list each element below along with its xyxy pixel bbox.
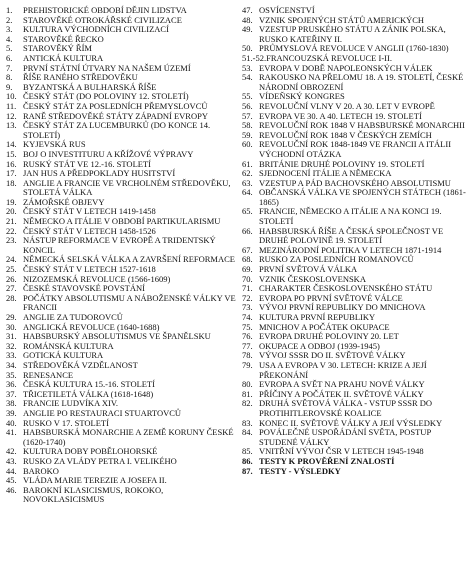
toc-entry-title: ČESKÝ STÁT ZA LUCEMBURKŮ (DO KONCE 14. STOLETÍ) (23, 120, 211, 140)
toc-entry (6, 236, 238, 255)
toc-entry-number: 38. (6, 398, 17, 409)
toc-entry-title: GOTICKÁ KULTURA (23, 350, 104, 361)
toc-entry-number: 5. (6, 43, 13, 54)
toc-entry-title: NĚMECKO A ITÁLIE V OBDOBÍ PARTIKULARISMU (23, 216, 221, 227)
toc-entry-number: 57. (242, 110, 253, 121)
toc-entry-number: 25. (6, 264, 17, 275)
toc-entry-number: 33. (6, 350, 17, 361)
toc-entry-number: 68. (242, 254, 253, 265)
toc-entry (242, 428, 470, 447)
toc-entry (242, 188, 470, 207)
toc-entry-number: 59. (242, 129, 253, 140)
toc-entry-title: REVOLUČNÍ VLNY V 20. A 30. LET V EVROPĚ (259, 100, 435, 111)
toc-entry (6, 179, 238, 198)
toc-entry-number: 81. (242, 388, 253, 399)
toc-entry-title: RAKOUSKO NA PŘELOMU 18. A 19. STOLETÍ, ČESKÉ NÁRODNÍ OBROZENÍ (259, 72, 464, 92)
toc-entry (242, 207, 470, 226)
toc-entry-number: 30. (6, 321, 17, 332)
toc-entry-title: DRUHÁ SVĚTOVÁ VÁLKA - VSTUP SSSR DO PROTIHITLEROVSKÉ KOALICE (259, 398, 433, 418)
toc-entry-title: REVOLUČNÍ ROK 1848 V ČESKÝCH ZEMÍCH (259, 129, 432, 140)
toc-entry-title: NĚMECKÁ SELSKÁ VÁLKA A ZAVRŠENÍ REFORMACE (23, 254, 235, 265)
toc-entry-title: KULTURA DOBY POBĚLOHORSKÉ (23, 446, 158, 457)
toc-entry-title: PREHISTORICKÉ OBDOBÍ DĚJIN LIDSTVA (23, 5, 187, 15)
toc-entry-title: ČESKÝ STÁT ZA POSLEDNÍCH PŘEMYSLOVCŮ (23, 100, 208, 111)
toc-entry-number: 47. (242, 5, 253, 15)
toc-entry-title: PRŮMYSLOVÁ REVOLUCE V ANGLII (1760-1830) (259, 43, 449, 54)
toc-entry-title: ANGLICKÁ REVOLUCE (1640-1688) (23, 321, 160, 332)
toc-entry-title: RENESANCE (23, 369, 74, 380)
toc-entry-number: 71. (242, 283, 253, 294)
toc-entry-title: POČÁTKY ABSOLUTISMU A NÁBOŽENSKÉ VÁLKY VE FRANCII (23, 292, 236, 313)
toc-entry-number: 19. (6, 196, 17, 207)
toc-entry-title: BAROKO (23, 465, 59, 476)
toc-entry-number: 62. (242, 168, 253, 179)
toc-entry-title: VZESTUP A PÁD BACHOVSKÉHO ABSOLUTISMU (259, 177, 451, 188)
toc-entry-number: 43. (6, 455, 17, 466)
toc-entry-number: 20. (6, 206, 17, 217)
toc-entry-number: 50. (242, 43, 253, 54)
toc-entry-title: OBČANSKÁ VÁLKA VE SPOJENÝCH STÁTECH (1861-1865) (259, 187, 466, 207)
toc-entry-number: 70. (242, 273, 253, 284)
toc-entry-title: ČESKÉ STAVOVSKÉ POVSTÁNÍ (23, 283, 145, 294)
toc-entry-title: KONEC II. SVĚTOVÉ VÁLKY A JEJÍ VÝSLEDKY (259, 417, 443, 428)
toc-entry-number: 72. (242, 292, 253, 303)
toc-entry-number: 87. (242, 465, 253, 476)
toc-entry-number: 13. (6, 120, 17, 131)
toc-right-column (242, 6, 470, 578)
toc-entry-number: 37. (6, 388, 17, 399)
toc-entry-title: SJEDNOCENÍ ITÁLIE A NĚMECKA (259, 168, 392, 179)
toc-entry-number: 9. (6, 81, 13, 92)
toc-entry-number: 58. (242, 120, 253, 131)
toc-entry-title: PRVNÍ SVĚTOVÁ VÁLKA (259, 264, 358, 275)
toc-entry-number: 42. (6, 446, 17, 457)
toc-entry-number: 29. (6, 312, 17, 322)
toc-entry-number: 39. (6, 407, 17, 418)
toc-entry (242, 361, 470, 380)
toc-entry-title: REVOLUČNÍ ROK 1848-1849 VE FRANCII A ITÁLII (259, 139, 452, 150)
toc-entry-number: 54. (242, 72, 253, 83)
toc-entry-number: 7. (6, 62, 13, 73)
toc-entry-title: NÁSTUP REFORMACE V EVROPĚ A TRIDENTSKÝ KONCIL (23, 235, 216, 255)
toc-entry-number: 15. (6, 148, 17, 159)
toc-entry-number: 73. (242, 302, 253, 313)
toc-entry-title: USA A EVROPA V 30. LETECH: KRIZE A JEJÍ PŘEKONÁNÍ (259, 359, 427, 380)
toc-entry-title: BRITÁNIE DRUHÉ POLOVINY 19. STOLETÍ (259, 158, 425, 169)
toc-entry (242, 73, 470, 92)
toc-entry-title: CHARAKTER ČESKOSLOVENSKÉHO STÁTU (259, 283, 433, 294)
toc-entry-title: ČESKÁ KULTURA 15.-16. STOLETÍ (23, 379, 155, 390)
toc-entry-number: 44. (6, 465, 17, 476)
toc-entry-title: PRVNÍ STÁTNÍ ÚTVARY NA NAŠEM ÚZEMÍ (23, 62, 191, 73)
toc-entry-number: 66. (242, 225, 253, 236)
toc-entry-title: RUSKÝ STÁT VE 12.-16. STOLETÍ (23, 158, 151, 169)
toc-entry (242, 227, 470, 246)
toc-entry-number: 61. (242, 158, 253, 169)
toc-entry-title: ČESKÝ STÁT V LETECH 1458-1526 (23, 225, 156, 236)
toc-entry-title: VZNIK SPOJENÝCH STÁTŮ AMERICKÝCH (259, 14, 425, 25)
toc-entry-title: VÝVOJ PRVNÍ REPUBLIKY DO MNICHOVA (259, 302, 426, 313)
toc-entry-number: 6. (6, 52, 13, 63)
toc-entry-number: 56. (242, 100, 253, 111)
toc-entry-number: 79. (242, 359, 253, 370)
toc-entry-number: 35. (6, 369, 17, 380)
toc-entry-title: ŘÍŠE RANÉHO STŘEDOVĚKU (23, 72, 138, 83)
toc-entry-number: 74. (242, 312, 253, 322)
toc-entry-title: REVOLUČNÍ ROK 1848 V HABSBURSKÉ MONARCHII (259, 120, 465, 131)
toc-entry-number: 53. (242, 62, 253, 73)
toc-entry-title: JAN HUS A PŘEDPOKLADY HUSITSTVÍ (23, 168, 176, 179)
toc-entry-title: FRANCIE, NĚMECKO A ITÁLIE A NA KONCI 19. STOLETÍ (259, 206, 442, 227)
toc-entry-number: 78. (242, 350, 253, 361)
toc-entry-title: FRANCOUZSKÁ REVOLUCE I-II. (266, 52, 392, 63)
toc-entry-title: EVROPA PO PRVNÍ SVĚTOVÉ VÁLCE (259, 292, 403, 303)
toc-entry-title: RUSKO ZA VLÁDY PETRA I. VELIKÉHO (23, 455, 177, 466)
toc-entry-title: STAROVĚKÉ OTROKÁŘSKÉ CIVILIZACE (23, 14, 182, 25)
toc-entry-number: 48. (242, 14, 253, 25)
toc-entry-number: 16. (6, 158, 17, 169)
toc-entry-number: 8. (6, 72, 13, 83)
toc-entry-title: TŘICETILETÁ VÁLKA (1618-1648) (23, 388, 154, 399)
toc-entry-title: NIZOZEMSKÁ REVOLUCE (1566-1609) (23, 273, 171, 284)
toc-entry-title: MEZINÁRODNÍ POLITIKA V LETECH 1871-1914 (259, 244, 442, 255)
toc-entry-title: PŘÍČINY A POČÁTEK II. SVĚTOVÉ VÁLKY (259, 388, 424, 399)
toc-entry (6, 486, 238, 505)
toc-entry-title: BAROKNÍ KLASICISMUS, ROKOKO, NOVOKLASICISMUS (23, 484, 164, 505)
toc-entry-title: ČESKÝ STÁT (DO POLOVINY 12. STOLETÍ) (23, 91, 189, 102)
toc-entry-number: 32. (6, 340, 17, 351)
toc-entry-title: OSVÍCENSTVÍ (259, 5, 315, 15)
toc-entry-number: 85. (242, 446, 253, 457)
toc-entry-number: 45. (6, 475, 17, 486)
toc-entry-title: ZÁMOŘSKÉ OBJEVY (23, 196, 105, 207)
toc-entry-title: HABSBURSKÁ ŘÍŠE A ČESKÁ SPOLEČNOST VE DRUHÉ POLOVINĚ 19. STOLETÍ (259, 225, 444, 246)
toc-entry (242, 25, 470, 44)
toc-entry-number: 76. (242, 331, 253, 342)
toc-entry-number: 40. (6, 417, 17, 428)
toc-entry-title: VNITŘNÍ VÝVOJ ČSR V LETECH 1945-1948 (259, 446, 424, 457)
toc-entry-title: RUSKO ZA POSLEDNÍCH ROMANOVCŮ (259, 254, 414, 265)
toc-entry (6, 294, 238, 313)
toc-entry-number: 2. (6, 14, 13, 25)
toc-entry-title: VZESTUP PRUSKÉHO STÁTU A ZÁNIK POLSKA, RUSKO KATEŘINY II. (259, 24, 446, 44)
toc-entry-number: 17. (6, 168, 17, 179)
toc-entry-number: 84. (242, 427, 253, 438)
toc-entry-title: EVROPA V DOBĚ NAPOLEONSKÝCH VÁLEK (259, 62, 433, 73)
toc-entry-title: TESTY - VÝSLEDKY (259, 465, 341, 476)
toc-entry-number: 36. (6, 379, 17, 390)
toc-entry-number: 55. (242, 91, 253, 102)
toc-entry-number: 23. (6, 235, 17, 246)
toc-entry-title: STAROVĚKÉ ŘECKO (23, 33, 104, 44)
toc-entry-title: MNICHOV A POČÁTEK OKUPACE (259, 321, 390, 332)
toc-entry-number: 18. (6, 177, 17, 188)
toc-entry-title: VÝCHODNÍ OTÁZKA (259, 148, 342, 159)
toc-entry-title: VZNIK ČESKOSLOVENSKA (259, 273, 366, 284)
toc-entry-title: KYJEVSKÁ RUS (23, 139, 86, 150)
toc-entry-number: 63. (242, 177, 253, 188)
toc-entry-number: 67. (242, 244, 253, 255)
toc-entry-number: 51.-52. (242, 52, 267, 63)
toc-entry-title: ANTICKÁ KULTURA (23, 52, 104, 63)
toc-entry-number: 26. (6, 273, 17, 284)
toc-entry-title: KULTURA PRVNÍ REPUBLIKY (259, 312, 376, 322)
toc-entry-title: ANGLIE A FRANCIE VE VRCHOLNÉM STŘEDOVĚKU, STOLETÁ VÁLKA (23, 177, 231, 198)
toc-entry-title: POVÁLEČNÉ USPOŘÁDÁNÍ SVĚTA, POSTUP STUDENÉ VÁLKY (259, 427, 431, 447)
toc-entry-title: VLÁDA MARIE TEREZIE A JOSEFA II. (23, 475, 167, 486)
toc-entry-number: 49. (242, 24, 253, 35)
toc-entry-title: KULTURA VÝCHODNÍCH CIVILIZACÍ (23, 24, 169, 35)
toc-entry-number: 24. (6, 254, 17, 265)
toc-entry-title: ČESKÝ STÁT V LETECH 1419-1458 (23, 206, 156, 217)
toc-entry-title: HABSBURSKÁ MONARCHIE A ZEMĚ KORUNY ČESKÉ (1620-1740) (23, 427, 234, 447)
toc-entry-title: ROMÁNSKÁ KULTURA (23, 340, 114, 351)
toc-entry-number: 80. (242, 379, 253, 390)
toc-entry-number: 46. (6, 484, 17, 495)
toc-entry-title: RANĚ STŘEDOVĚKÉ STÁTY ZÁPADNÍ EVROPY (23, 110, 208, 121)
toc-entry-number: 22. (6, 225, 17, 236)
toc-entry-number: 31. (6, 331, 17, 342)
toc-entry-number: 27. (6, 283, 17, 294)
toc-entry-number: 14. (6, 139, 17, 150)
toc-entry-number: 28. (6, 292, 17, 303)
toc-entry-number: 12. (6, 110, 17, 121)
toc-entry-number: 60. (242, 139, 253, 150)
toc-entry-title: TESTY K PROVĚŘENÍ ZNALOSTÍ (259, 455, 395, 466)
toc-entry-number: 64. (242, 187, 253, 198)
toc-entry-title: BOJ O INVESTITURU A KŘÍŽOVÉ VÝPRAVY (23, 148, 194, 159)
toc-entry-title: STAROVĚKÝ ŘÍM (23, 43, 92, 54)
toc-entry-title: ČESKÝ STÁT V LETECH 1527-1618 (23, 264, 156, 275)
toc-entry (242, 399, 470, 418)
toc-entry-number: 86. (242, 455, 253, 466)
toc-entry-number: 77. (242, 340, 253, 351)
toc-entry-title: EVROPA A SVĚT NA PRAHU NOVÉ VÁLKY (259, 379, 425, 390)
toc-entry-title: BYZANTSKÁ A BULHARSKÁ ŘÍŠE (23, 81, 157, 92)
toc-entry-number: 65. (242, 206, 253, 217)
toc-entry-title: ANGLIE PO RESTAURACI STUARTOVCŮ (23, 407, 182, 418)
toc-entry-title: RUSKO V 17. STOLETÍ (23, 417, 109, 428)
toc-entry-number: 10. (6, 91, 17, 102)
toc-entry-number: 83. (242, 417, 253, 428)
toc-entry-number: 1. (6, 5, 13, 15)
toc-entry-number: 11. (6, 100, 17, 111)
toc-entry-number: 75. (242, 321, 253, 332)
toc-entry (6, 428, 238, 447)
toc-entry-number: 69. (242, 264, 253, 275)
toc-entry-number: 4. (6, 33, 13, 44)
toc-entry-number: 34. (6, 359, 17, 370)
toc-entry-title: HABSBURSKÝ ABSOLUTISMUS VE ŠPANĚLSKU (23, 331, 211, 342)
toc-entry (242, 467, 470, 477)
toc-entry-title: ANGLIE ZA TUDOROVCŮ (23, 312, 123, 322)
toc-entry-title: VÝVOJ SSSR DO II. SVĚTOVÉ VÁLKY (259, 350, 406, 361)
toc-entry-number: 41. (6, 427, 17, 438)
toc-entry-title: EVROPA DRUHÉ POLOVINY 20. LET (259, 331, 399, 342)
toc-entry-title: EVROPA VE 30. A 40. LETECH 19. STOLETÍ (259, 110, 422, 121)
toc-entry-number: 21. (6, 216, 17, 227)
toc-entry (6, 121, 238, 140)
toc-entry-title: OKUPACE A ODBOJ (1939-1945) (259, 340, 380, 351)
toc-entry-title: VÍDEŇSKÝ KONGRES (259, 91, 345, 102)
toc-entry-title: FRANCIE LUDVÍKA XIV. (23, 398, 118, 409)
toc-entry-number: 82. (242, 398, 253, 409)
toc-left-column (6, 6, 238, 578)
toc-entry-title: STŘEDOVĚKÁ VZDĚLANOST (23, 359, 138, 370)
toc-entry-number: 3. (6, 24, 13, 35)
